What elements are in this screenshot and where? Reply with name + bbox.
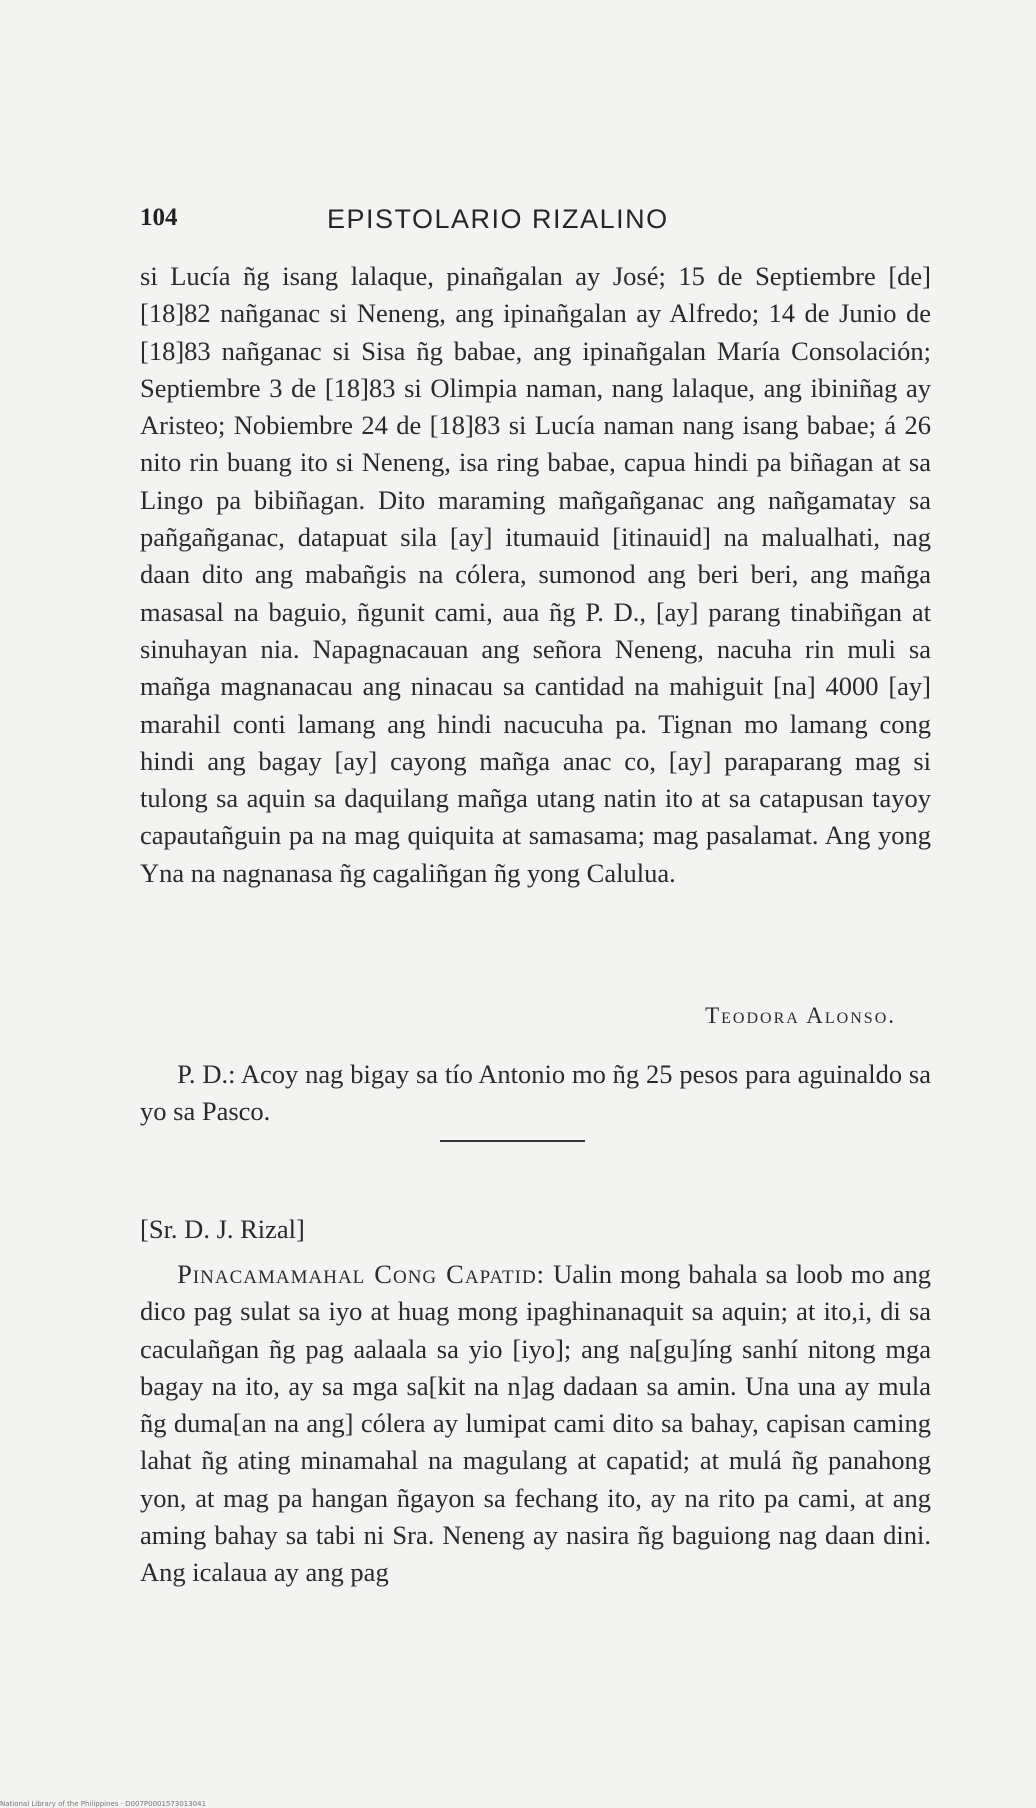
page-number: 104 [140, 204, 178, 231]
postscript: P. D.: Acoy nag bigay sa tío Antonio mo ñg 25 pesos para aguinaldo sa yo sa Pasco. [140, 1059, 931, 1127]
signature: Teodora Alonso. [705, 1003, 896, 1028]
letter-body-paragraph: si Lucía ñg isang lalaque, pinañgalan ay José; 15 de Septiembre [de] [18]82 nañganac si Neneng, ang ipinañgalan ay Alfredo; 14 de Junio de [18]83 nañganac si Sisa ñg babae, ang ipinañgalan María Consolación; Septiembre 3 de [18]83 si Olimpia naman, nang lalaque, ang ibiniñag ay Aristeo; Nobiembre 24 de [18]83 si Lucía naman nang isang babae; á 26 nito rin buang ito si Neneng, isa ring babae, capua hindi pa biñagan at sa Lingo pa bibiñagan. Dito maraming mañgañganac ang nañgamatay sa pañgañganac, datapuat sila [ay] itumauid [itinauid] na malualhati, nag daan dito ang mabañgis na cólera, sumonod ang beri beri, ang mañga masasal na baguio, ñgunit cami, aua ñg P. D., [ay] parang tinabiñgan at sinuhayan nia. Napagnacauan ang señora Neneng, nacuha rin muli sa mañga magnanacau ang ninacau sa cantidad na mahiguit [na] 4000 [ay] marahil conti lamang ang hindi nacucuha pa. Tignan mo lamang cong hindi ang bagay [ay] cayong mañga anac co, [ay] paraparang mag si tulong sa aquin sa daquilang mañga utang natin ito at sa catapusan tayoy capautañguin pa na mag quiquita at samasama; mag pasalamat. Ang yong Yna na nagnanasa ñg cagaliñgan ñg yong Calulua. [140, 261, 931, 888]
second-letter-paragraph [140, 1256, 931, 1592]
page-header [140, 204, 920, 244]
running-title: EPISTOLARIO RIZALINO [327, 204, 669, 234]
addressee: [Sr. D. J. Rizal] [140, 1214, 305, 1244]
salutation: Pinacamamahal Cong Capatid: [177, 1259, 546, 1289]
scan-credit: National Library of the Philippines · D007P0001573013041 [0, 1800, 207, 1808]
second-letter-body: Ualin mong bahala sa loob mo ang dico pag sulat sa iyo at huag mong ipaghinanaquit sa aquin; at ito,i, di sa caculañgan ñg pag aalaala sa yio [iyo]; ang na[gu]íng sanhí nitong mga bagay na ito, ay sa mga sa[kit na n]ag dadaan sa amin. Una una ay mula ñg duma[an na ang] cólera ay lumipat cami dito sa bahay, capisan caming lahat ñg ating minamahal na magulang at capatid; at mulá ñg panahong yon, at mag pa hangan ñgayon sa fechang ito, ay na rito pa cami, at ang aming bahay sa tabi ni Sra. Neneng ay nasira ñg baguiong nag daan dini. Ang icalaua ay ang pag [140, 1259, 932, 1588]
section-divider [440, 1140, 585, 1142]
